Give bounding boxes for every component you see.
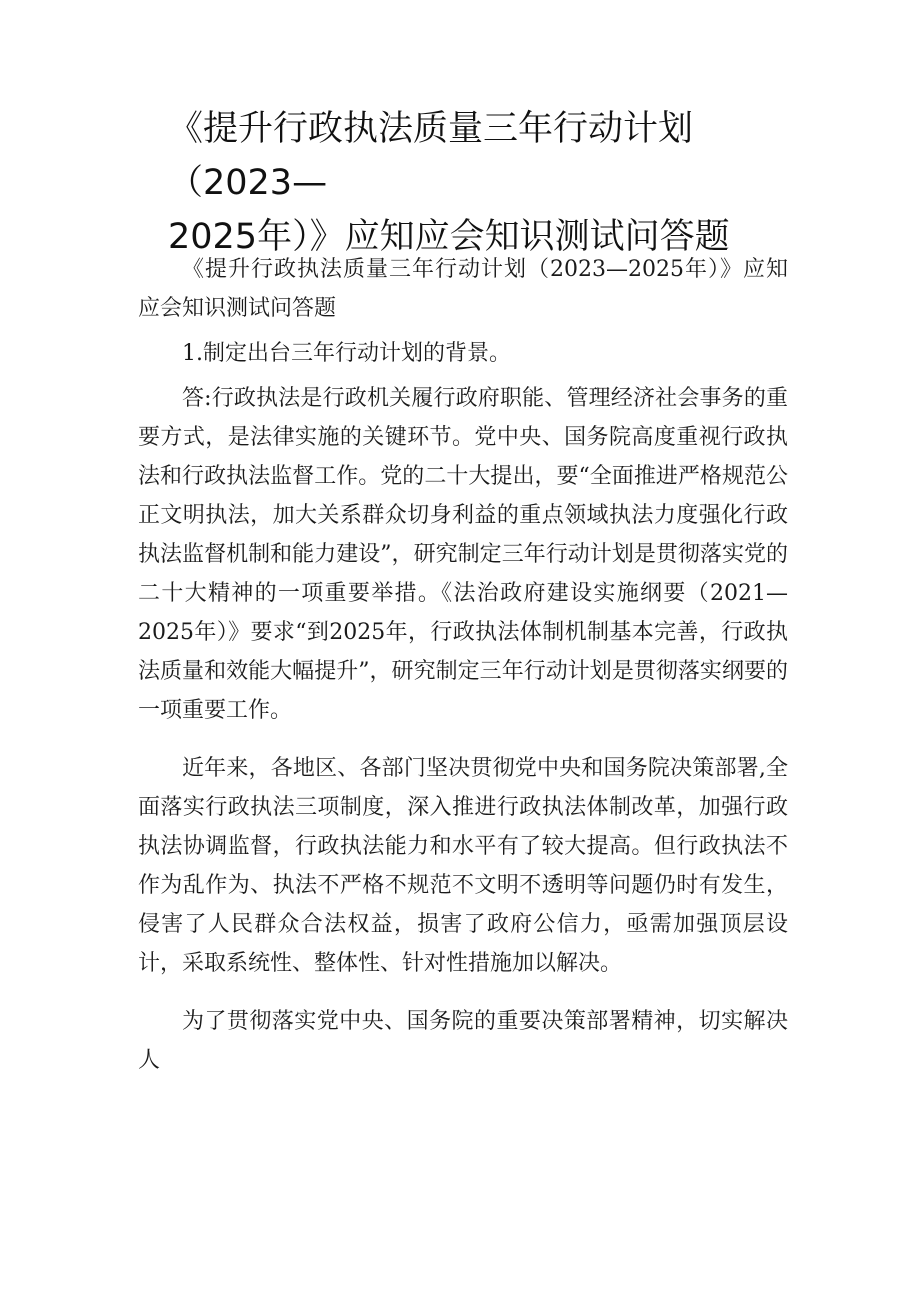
document-title-line-2: 2025年）》应知应会知识测试问答题 [168, 217, 730, 257]
paragraph-question-1: 1.制定出台三年行动计划的背景。 [182, 341, 511, 366]
paragraph-answer-1: 答:行政执法是行政机关履行政府职能、管理经济社会事务的重要方式，是法律实施的关键环节。党中央、国务院高度重视行政执法和行政执法监督工作。党的二十大提出，要“全面推进严格规范公正文明执法，加大关系群众切身利益的重点领域执法力度强化行政执法监督机制和能力建设”，研究制定三年行动计划是贯彻落实党的二十大精神的一项重要举措。《法治政府建设实施纲要（2021—2025年）》要求“到2025年，行政执法体制机制基本完善，行政执法质量和效能大幅提升”，研究制定三年行动计划是贯彻落实纲要的一项重要工作。 [138, 386, 788, 723]
paragraph-background: 近年来，各地区、各部门坚决贯彻党中央和国务院决策部署,全面落实行政执法三项制度，深入推进行政执法体制改革，加强行政执法协调监督，行政执法能力和水平有了较大提高。但行政执法不作为乱作为、执法不严格不规范不文明不透明等问题仍时有发生，侵害了人民群众合法权益，损害了政府公信力，亟需加强顶层设计，采取系统性、整体性、针对性措施加以解决。 [138, 756, 788, 976]
document-body [138, 250, 788, 1090]
paragraph-purpose: 为了贯彻落实党中央、国务院的重要决策部署精神，切实解决人 [138, 1009, 788, 1073]
paragraph-subtitle: 《提升行政执法质量三年行动计划（2023—2025年）》应知应会知识测试问答题 [138, 257, 788, 321]
document-title [168, 102, 808, 264]
document-title-line-1: 《提升行政执法质量三年行动计划（2023— [168, 109, 694, 203]
